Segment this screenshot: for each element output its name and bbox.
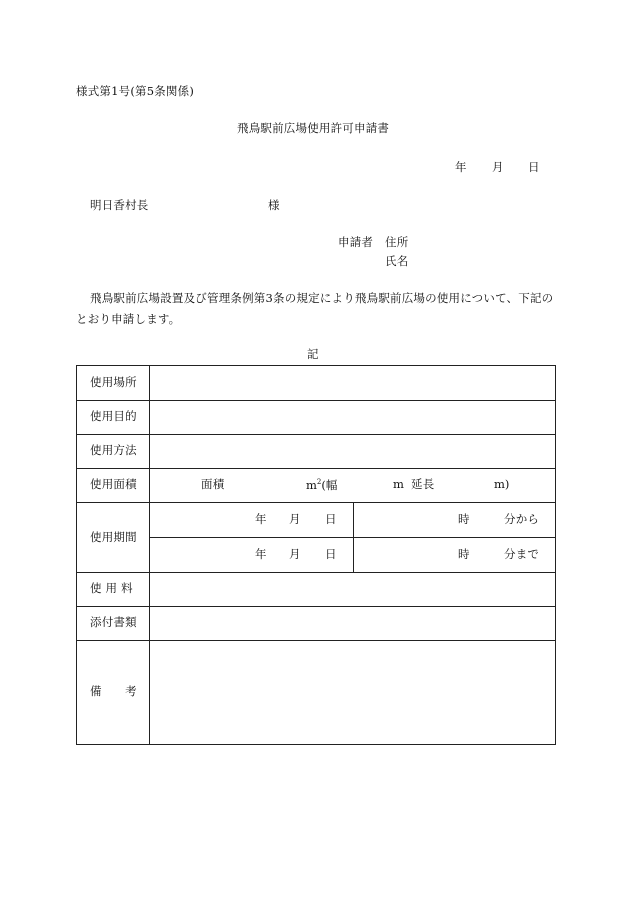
usage-place-field[interactable]: [150, 367, 554, 399]
area-width-unit: m: [393, 477, 404, 491]
addressee-honorific: 様: [268, 198, 280, 212]
period-start-day: 日: [325, 512, 337, 526]
date-day: 日: [528, 160, 540, 174]
date-year: 年: [455, 160, 467, 174]
period-end-month: 月: [289, 547, 301, 561]
period-end-day: 日: [325, 547, 337, 561]
area-length-label: 延長: [411, 477, 435, 491]
row-divider: [77, 468, 555, 469]
period-end-minute: 分まで: [504, 547, 540, 561]
period-date-time-divider: [353, 502, 354, 572]
label-attachments: 添付書類: [90, 615, 137, 629]
period-end-year: 年: [255, 547, 267, 561]
usage-fee-field[interactable]: [150, 573, 554, 605]
attachments-field[interactable]: [150, 607, 554, 639]
body-text-line1: 飛鳥駅前広場設置及び管理条例第3条の規定により飛鳥駅前広場の使用について、下記の: [90, 291, 554, 305]
period-end-hour: 時: [458, 547, 470, 561]
row-divider: [77, 502, 555, 503]
document-title: 飛鳥駅前広場使用許可申請書: [237, 121, 390, 135]
applicant-name-label: 氏名: [385, 254, 409, 268]
label-usage-period: 使用期間: [90, 530, 137, 544]
label-usage-purpose: 使用目的: [90, 409, 137, 423]
body-text-line2: とおり申請します。: [76, 312, 181, 326]
applicant-address-label: 住所: [385, 235, 409, 249]
label-usage-method: 使用方法: [90, 443, 137, 457]
period-start-hour: 時: [458, 512, 470, 526]
usage-method-field[interactable]: [150, 435, 554, 467]
date-month: 月: [492, 160, 504, 174]
period-start-year: 年: [255, 512, 267, 526]
label-remarks: 備 考: [90, 684, 137, 698]
period-subrow-divider: [149, 537, 555, 538]
label-usage-fee: 使 用 料: [90, 581, 133, 595]
usage-purpose-field[interactable]: [150, 401, 554, 433]
applicant-label: 申請者: [338, 235, 374, 249]
period-start-minute: 分から: [504, 512, 540, 526]
form-number: 様式第1号(第5条関係): [76, 84, 195, 98]
label-usage-area: 使用面積: [90, 477, 137, 491]
remarks-field[interactable]: [150, 641, 554, 743]
period-start-month: 月: [289, 512, 301, 526]
area-square-meter-unit: $m^2$(幅: [306, 477, 338, 492]
label-usage-place: 使用場所: [90, 375, 137, 389]
application-table: [76, 365, 556, 745]
area-length-unit: m): [494, 477, 510, 491]
addressee-name: 明日香村長: [90, 198, 149, 212]
area-menseki-label: 面積: [201, 477, 225, 491]
ki-label: 記: [307, 347, 319, 361]
